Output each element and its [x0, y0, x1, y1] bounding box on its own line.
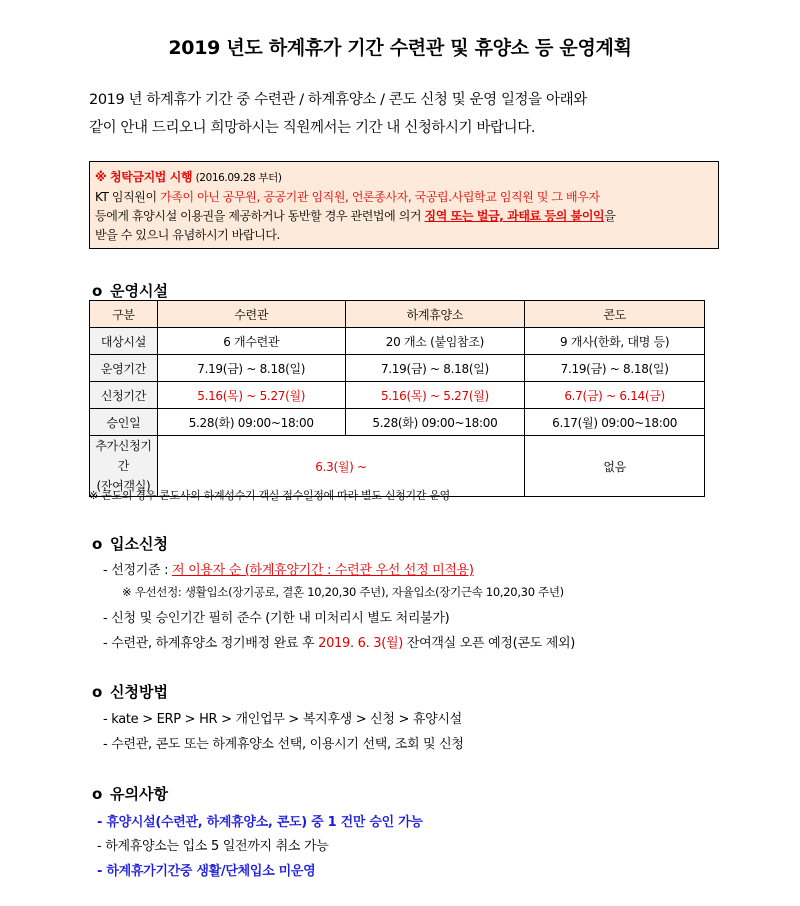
apply-line-1: [103, 559, 474, 578]
notice-line-2: [95, 207, 713, 226]
notice-penalty-text: 징역 또는 벌금, 과태료 등의 불이익: [424, 209, 605, 223]
notice-heading-line: [95, 168, 713, 188]
section-title: 입소신청: [110, 535, 168, 553]
table-cell: 6.7(금) ~ 6.14(금): [525, 382, 705, 409]
row-label: 승인일: [90, 409, 158, 436]
intro-line-2: 같이 안내 드리오니 희망하시는 직원께서는 기간 내 신청하시기 바랍니다.: [89, 120, 536, 136]
method-line-2: - 수련관, 콘도 또는 하계휴양소 선택, 이용시기 선택, 조회 및 신청: [103, 737, 464, 752]
row-label: 대상시설: [90, 328, 158, 355]
table-cell: 5.16(목) ~ 5.27(월): [345, 382, 525, 409]
table-cell: 5.16(목) ~ 5.27(월): [157, 382, 345, 409]
table-cell: 5.28(화) 09:00~18:00: [345, 409, 525, 436]
table-row: [90, 409, 705, 436]
table-row: [90, 382, 705, 409]
bullet: o: [92, 683, 103, 701]
open-date-text: 2019. 6. 3(월): [318, 636, 404, 651]
section-notes-heading: [92, 783, 168, 804]
line-text: 잔여객실 오픈 예정(콘도 제외): [403, 636, 576, 651]
method-line-1: - kate > ERP > HR > 개인업무 > 복지후생 > 신청 > 휴양시설: [103, 712, 462, 727]
notice-heading: ※ 청탁금지법 시행: [95, 170, 193, 184]
notice-text: KT 임직원이: [95, 190, 161, 204]
selection-criteria-text: 저 이용자 순 (하계휴양기간 : 수련관 우선 선정 미적용): [172, 563, 474, 578]
table-cell: 없음: [525, 436, 705, 497]
table-cell: 7.19(금) ~ 8.18(일): [525, 355, 705, 382]
row-label: 신청기간: [90, 382, 158, 409]
section-apply-heading: [92, 533, 168, 554]
section-title: 신청방법: [110, 683, 168, 701]
notice-line-1: [95, 188, 713, 207]
column-header: 구분: [90, 301, 158, 328]
table-cell: 7.19(금) ~ 8.18(일): [345, 355, 525, 382]
table-cell: 6.17(월) 09:00~18:00: [525, 409, 705, 436]
notice-text: 을: [604, 209, 616, 223]
notice-text: 등에게 휴양시설 이용권을 제공하거나 동반할 경우 관련법에 의거: [95, 209, 425, 223]
line-text: - 수련관, 하계휴양소 정기배정 완료 후: [103, 636, 319, 651]
section-title: 운영시설: [110, 282, 168, 300]
table-cell: 20 개소 (붙임참조): [345, 328, 525, 355]
table-header-row: [90, 301, 705, 328]
row-label-line: (잔여객실): [96, 479, 151, 493]
apply-line-2: - 신청 및 승인기간 필히 준수 (기한 내 미처리시 별도 처리불가): [103, 611, 450, 626]
table-cell: 6 개수련관: [157, 328, 345, 355]
notes-line-3: - 하계휴가기간중 생활/단체입소 미운영: [97, 864, 316, 879]
notes-line-2: - 하계휴양소는 입소 5 일전까지 취소 가능: [97, 839, 329, 854]
column-header: 수련관: [157, 301, 345, 328]
row-label: 운영기간: [90, 355, 158, 382]
apply-sub-note: ※ 우선선정: 생활입소(장기공로, 결혼 10,20,30 주년), 자율입소(장기근속 10,20,30 주년): [122, 585, 564, 599]
section-method-heading: [92, 681, 168, 702]
page-title: 2019 년도 하계휴가 기간 수련관 및 휴양소 등 운영계획: [168, 37, 632, 59]
bullet: o: [92, 785, 103, 803]
apply-line-3: [103, 632, 575, 651]
bullet: o: [92, 282, 103, 300]
table-cell: 5.28(화) 09:00~18:00: [157, 409, 345, 436]
notice-date: (2016.09.28 부터): [195, 172, 282, 184]
table-row: [90, 355, 705, 382]
notes-line-1: - 휴양시설(수련관, 하계휴양소, 콘도) 중 1 건만 승인 가능: [97, 815, 423, 830]
column-header: 콘도: [525, 301, 705, 328]
anti-graft-notice-box: [89, 161, 719, 249]
intro-line-1: 2019 년 하계휴가 기간 중 수련관 / 하계휴양소 / 콘도 신청 및 운영 일정을 아래와: [89, 92, 587, 108]
line-text: - 선정기준 :: [103, 563, 172, 578]
table-row: [90, 328, 705, 355]
facilities-table: [89, 300, 705, 497]
notice-red-text: 가족이 아닌 공무원, 공공기관 임직원, 언론종사자, 국공립.사립학교 임직원 및 그 배우자: [160, 190, 600, 204]
column-header: 하계휴양소: [345, 301, 525, 328]
table-footnote: ※ 콘도의 경우 콘도사의 하계성수기 객실 접수일정에 따라 별도 신청기간 운영: [89, 489, 450, 502]
section-facilities-heading: [92, 280, 168, 301]
section-title: 유의사항: [110, 785, 168, 803]
row-label-line: 추가신청기간: [95, 439, 152, 473]
table-cell-merged: 6.3(월) ~: [157, 436, 524, 497]
intro-paragraph: [89, 86, 729, 142]
notice-line-3: 받을 수 있으니 유념하시기 바랍니다.: [95, 228, 280, 242]
bullet: o: [92, 535, 103, 553]
table-cell: 7.19(금) ~ 8.18(일): [157, 355, 345, 382]
table-cell: 9 개사(한화, 대명 등): [525, 328, 705, 355]
